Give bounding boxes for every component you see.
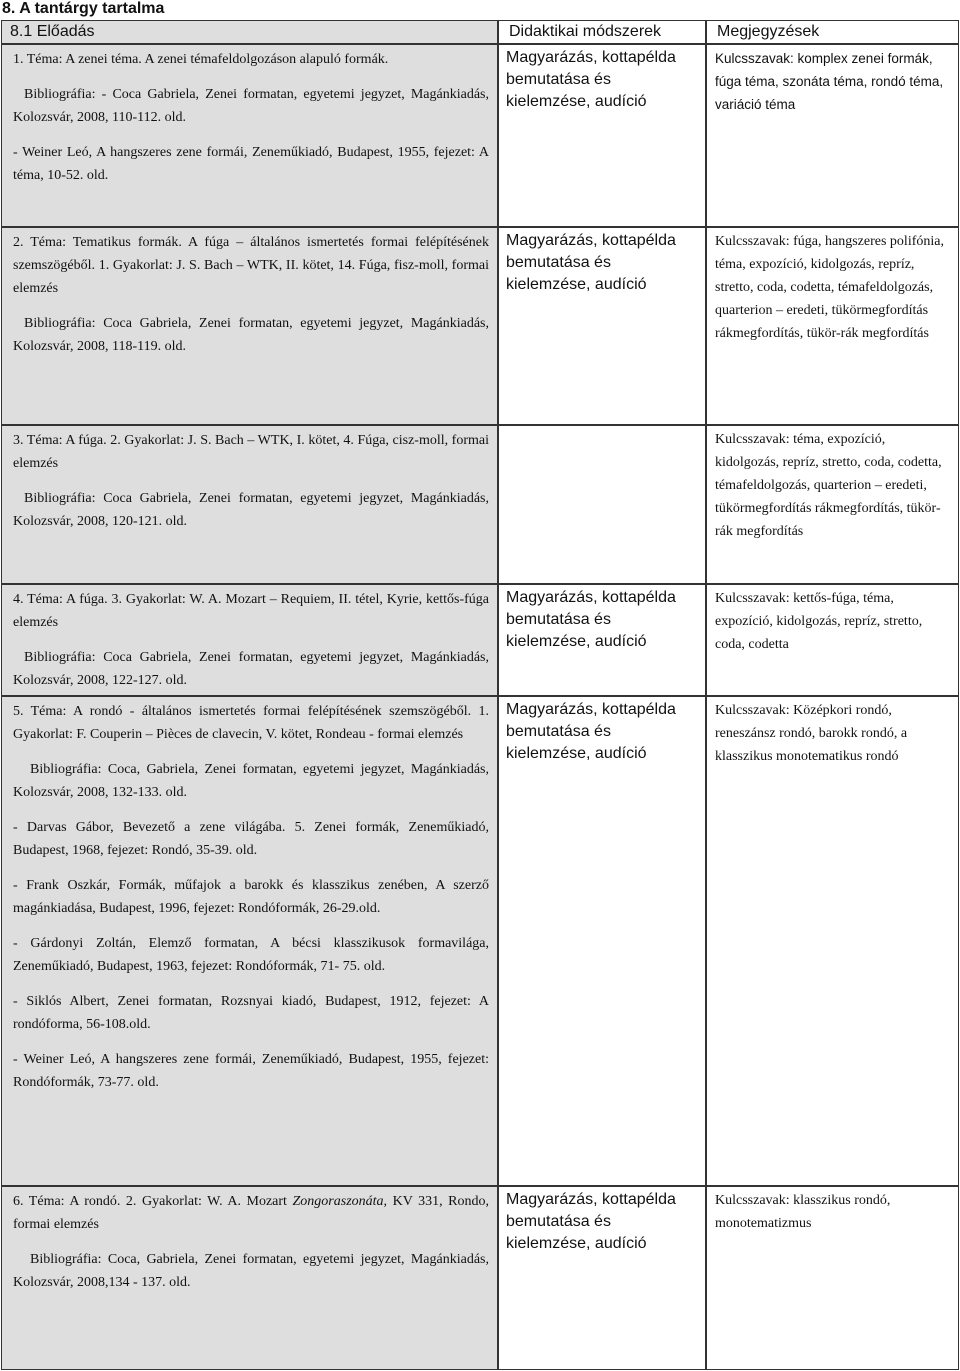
table-row-1-notes: Kulcsszavak: komplex zenei formák, fúga téma, szonáta téma, rondó téma, variáció téma xyxy=(706,44,959,227)
bibliography-entry: Bibliográfia: Coca Gabriela, Zenei formatan, egyetemi jegyzet, Magánkiadás, Kolozsvár, 2008, 120-121. old. xyxy=(13,491,489,529)
topic-text-part: KV 331, Rondo, formai elemzés xyxy=(13,1194,490,1232)
table-row-6-notes: Kulcsszavak: klasszikus rondó, monotematizmus xyxy=(706,1186,959,1370)
table-row-3-method xyxy=(498,425,706,584)
section-heading: 8. A tantárgy tartalma xyxy=(2,0,165,17)
topic-text: 1. Téma: A zenei téma. A zenei témafeldolgozáson alapuló formák. xyxy=(13,52,389,67)
topic-text xyxy=(13,1190,489,1236)
table-row-2-topic xyxy=(1,227,498,425)
bibliography-entry: Bibliográfia: Coca Gabriela, Zenei formatan, egyetemi jegyzet, Magánkiadás, Kolozsvár, 2008, 122-127. old. xyxy=(13,650,489,688)
bibliography-entry: Bibliográfia: Coca Gabriela, Zenei formatan, egyetemi jegyzet, Magánkiadás, Kolozsvár, 2008, 118-119. old. xyxy=(13,316,489,354)
table-row-6-method: Magyarázás, kottapélda bemutatása és kielemzése, audíció xyxy=(498,1186,706,1370)
table-row-1-topic xyxy=(1,44,498,227)
header-lecture: 8.1 Előadás xyxy=(1,20,498,44)
bibliography-entry: - Weiner Leó, A hangszeres zene formái, Zeneműkiadó, Budapest, 1955, fejezet: Rondóformák, 73-77. old. xyxy=(13,1052,489,1090)
table-row-4-method: Magyarázás, kottapélda bemutatása és kielemzése, audíció xyxy=(498,584,706,696)
bibliography-entry: Bibliográfia: - Coca Gabriela, Zenei formatan, egyetemi jegyzet, Magánkiadás, Kolozsvár, 2008, 110-112. old. xyxy=(13,87,489,125)
bibliography-entry: - Siklós Albert, Zenei formatan, Rozsnyai kiadó, Budapest, 1912, fejezet: A rondóforma, 56-108.old. xyxy=(13,994,489,1032)
bibliography-entry: Bibliográfia: Coca, Gabriela, Zenei formatan, egyetemi jegyzet, Magánkiadás, Kolozsvár, 2008, 132-133. old. xyxy=(13,762,489,800)
table-row-3-notes: Kulcsszavak: téma, expozíció, kidolgozás, repríz, stretto, coda, codetta, témafeldolgozás, quarterion – eredeti, tükörmegfordítás rákmegfordítás, tükör-rák megfordítás xyxy=(706,425,959,584)
topic-work-title: Zongoraszonáta, xyxy=(292,1194,388,1209)
bibliography-entry: - Weiner Leó, A hangszeres zene formái, Zeneműkiadó, Budapest, 1955, fejezet: A téma, 10-52. old. xyxy=(13,145,489,183)
table-row-3-topic xyxy=(1,425,498,584)
header-notes: Megjegyzések xyxy=(706,20,959,44)
table-row-2-method: Magyarázás, kottapélda bemutatása és kielemzése, audíció xyxy=(498,227,706,425)
table-row-4-notes: Kulcsszavak: kettős-fúga, téma, expozíció, kidolgozás, repríz, stretto, coda, codetta xyxy=(706,584,959,696)
bibliography-entry: - Darvas Gábor, Bevezető a zene világába. 5. Zenei formák, Zeneműkiadó, Budapest, 1968, fejezet: Rondó, 35-39. old. xyxy=(13,820,489,858)
table-row-5-method: Magyarázás, kottapélda bemutatása és kielemzése, audíció xyxy=(498,696,706,1186)
bibliography-entry: - Gárdonyi Zoltán, Elemző formatan, A bécsi klasszikusok formavilága, Zeneműkiadó, Budapest, 1963, fejezet: Rondóformák, 71- 75. old. xyxy=(13,936,489,974)
topic-text-part: 6. Téma: A rondó. 2. Gyakorlat: W. A. Mozart xyxy=(13,1194,293,1209)
table-row-4-topic xyxy=(1,584,498,696)
topic-text: 2. Téma: Tematikus formák. A fúga – általános ismertetés formai felépítésének szemszögéből. 1. Gyakorlat: J. S. Bach – WTK, II. kötet, 14. Fúga, fisz-moll, formai elemzés xyxy=(13,235,489,296)
table-row-6-topic xyxy=(1,1186,498,1370)
table-row-2-notes: Kulcsszavak: fúga, hangszeres polifónia, téma, expozíció, kidolgozás, repríz, stretto, coda, codetta, témafeldolgozás, quarterion – eredeti, tükörmegfordítás rákmegfordítás, tükör-rák megfordítás xyxy=(706,227,959,425)
topic-text: 3. Téma: A fúga. 2. Gyakorlat: J. S. Bach – WTK, I. kötet, 4. Fúga, cisz-moll, formai elemzés xyxy=(13,433,489,471)
table-row-5-notes: Kulcsszavak: Középkori rondó, reneszánsz rondó, barokk rondó, a klasszikus monotematikus rondó xyxy=(706,696,959,1186)
table-row-1-method: Magyarázás, kottapélda bemutatása és kielemzése, audíció xyxy=(498,44,706,227)
topic-text: 4. Téma: A fúga. 3. Gyakorlat: W. A. Mozart – Requiem, II. tétel, Kyrie, kettős-fúga elemzés xyxy=(13,592,489,630)
bibliography-entry: - Frank Oszkár, Formák, műfajok a barokk és klasszikus zenében, A szerző magánkiadása, Budapest, 1996, fejezet: Rondóformák, 26-29.old. xyxy=(13,878,489,916)
course-content-table xyxy=(0,20,960,1371)
topic-text: 5. Téma: A rondó - általános ismertetés formai felépítésének szemszögéből. 1. Gyakorlat: F. Couperin – Pièces de clavecin, V. kötet, Rondeau - formai elemzés xyxy=(13,704,489,742)
bibliography-entry: Bibliográfia: Coca, Gabriela, Zenei formatan, egyetemi jegyzet, Magánkiadás, Kolozsvár, 2008,134 - 137. old. xyxy=(13,1252,489,1290)
header-methods: Didaktikai módszerek xyxy=(498,20,706,44)
table-row-5-topic xyxy=(1,696,498,1186)
